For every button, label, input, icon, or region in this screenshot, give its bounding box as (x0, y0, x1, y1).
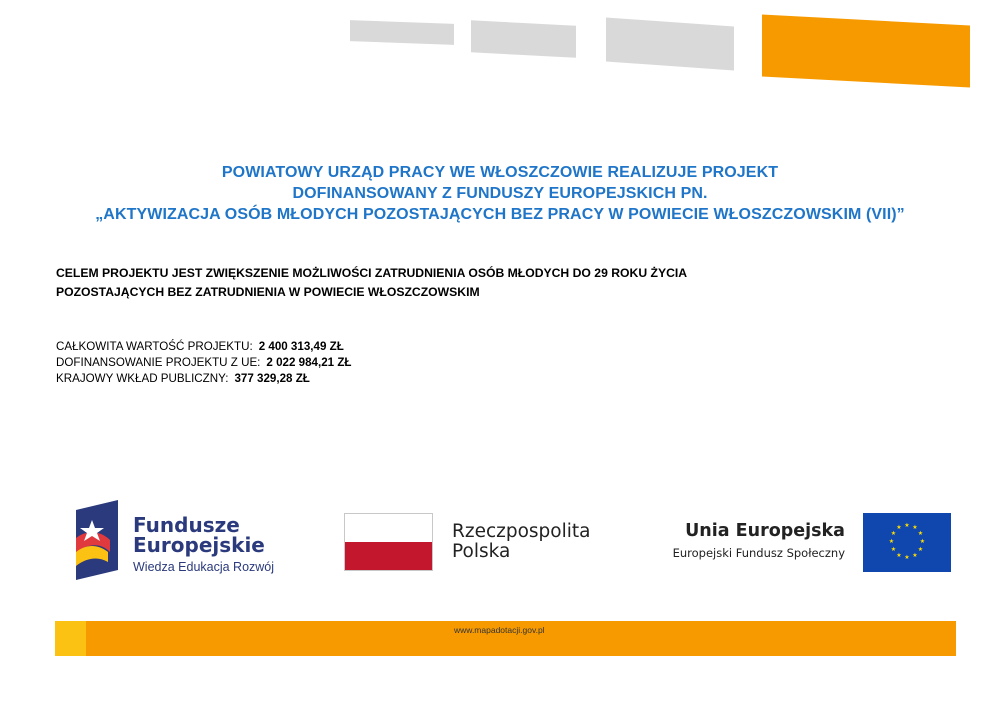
amount-value: 2 022 984,21 ZŁ (266, 356, 352, 369)
decorative-bar-grey-3 (606, 18, 734, 71)
fundusze-europejskie-text (133, 515, 274, 574)
fe-line-2: Europejskie (133, 533, 265, 557)
fe-tagline: Wiedza Edukacja Rozwój (133, 560, 275, 574)
pl-line-1: Rzeczpospolita (452, 521, 591, 542)
svg-text:★: ★ (917, 546, 924, 553)
project-headline (40, 162, 960, 225)
rzeczpospolita-polska-text (452, 522, 590, 562)
svg-text:★: ★ (904, 522, 910, 529)
fundusze-europejskie-logo-icon (74, 500, 120, 580)
poland-flag-icon (344, 513, 433, 571)
svg-text:★: ★ (904, 554, 910, 561)
svg-text:★: ★ (919, 538, 926, 545)
project-amounts (56, 339, 352, 387)
headline-line-1: POWIATOWY URZĄD PRACY WE WŁOSZCZOWIE REALIZUJE PROJEKT (221, 164, 779, 181)
svg-text:★: ★ (896, 524, 902, 531)
svg-text:★: ★ (896, 552, 902, 559)
svg-text:★: ★ (890, 546, 897, 553)
decorative-bar-orange (762, 15, 970, 88)
svg-text:★: ★ (890, 530, 897, 537)
ue-title: Unia Europejska (685, 521, 845, 541)
headline-line-3: „AKTYWIZACJA OSÓB MŁODYCH POZOSTAJĄCYCH BEZ PRACY W POWIECIE WŁOSZCZOWSKIM (VII)” (95, 206, 905, 223)
amount-value: 377 329,28 ZŁ (234, 372, 310, 385)
svg-text:★: ★ (888, 538, 895, 545)
project-goal (56, 264, 916, 302)
amount-value: 2 400 313,49 ZŁ (258, 340, 344, 353)
eu-flag-icon (863, 513, 951, 572)
headline-line-2: DOFINANSOWANY Z FUNDUSZY EUROPEJSKICH PN. (292, 185, 708, 202)
decorative-bar-grey-1 (350, 20, 454, 45)
svg-text:★: ★ (912, 524, 918, 531)
goal-line-2: POZOSTAJĄCYCH BEZ ZATRUDNIENIA W POWIECIE WŁOSZCZOWSKIM (56, 285, 480, 299)
svg-text:★: ★ (912, 552, 918, 559)
amount-row-national (56, 371, 352, 387)
decorative-bar-grey-2 (471, 20, 576, 58)
amount-label: CAŁKOWITA WARTOŚĆ PROJEKTU: (56, 340, 253, 353)
goal-line-1: CELEM PROJEKTU JEST ZWIĘKSZENIE MOŻLIWOŚCI ZATRUDNIENIA OSÓB MŁODYCH DO 29 ROKU ŻYCIA (56, 266, 688, 280)
ue-subtitle: Europejski Fundusz Społeczny (672, 546, 845, 560)
amount-label: DOFINANSOWANIE PROJEKTU Z UE: (56, 356, 261, 369)
pl-line-2: Polska (452, 541, 511, 562)
unia-europejska-text (640, 520, 845, 560)
svg-text:★: ★ (917, 530, 924, 537)
fe-line-1: Fundusze (133, 513, 240, 537)
footer-url[interactable]: www.mapadotacji.gov.pl (454, 625, 545, 635)
amount-row-total (56, 339, 352, 355)
footer-bar-accent (55, 621, 86, 656)
amount-label: KRAJOWY WKŁAD PUBLICZNY: (56, 372, 229, 385)
amount-row-eu (56, 355, 352, 371)
